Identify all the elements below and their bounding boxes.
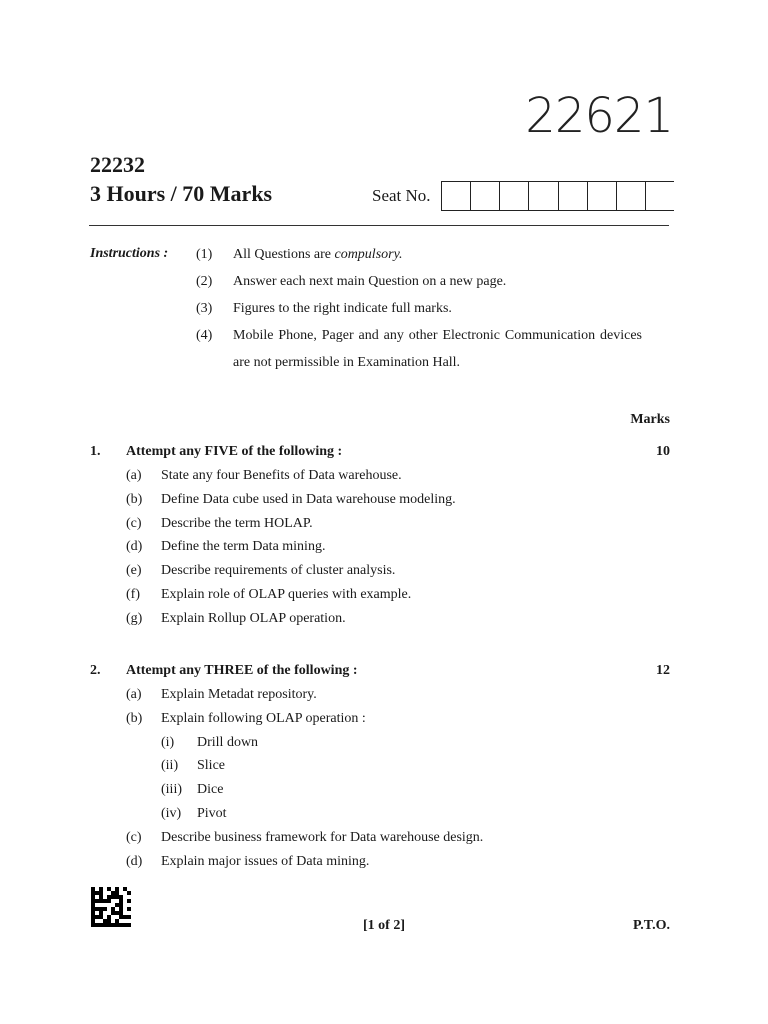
sub-sub-question: [90, 758, 670, 782]
paper-code: 22621: [525, 88, 673, 144]
sub-question-label: (c): [126, 515, 142, 531]
seat-box[interactable]: [646, 182, 674, 210]
instruction-text: All Questions are compulsory.: [233, 247, 403, 262]
question-header: [90, 444, 670, 468]
seat-box[interactable]: [617, 182, 646, 210]
sub-sub-question-text: Pivot: [197, 805, 227, 821]
pto-label: P.T.O.: [633, 918, 670, 933]
sub-sub-question-label: (i): [161, 734, 175, 750]
sub-question-label: (c): [126, 829, 142, 845]
instructions-list: [196, 246, 642, 376]
question-number: 1.: [90, 444, 101, 459]
sub-question: [90, 854, 670, 878]
seat-number-boxes[interactable]: [441, 181, 674, 211]
instruction-number: (4): [196, 328, 213, 343]
question-number: 2.: [90, 663, 101, 678]
sub-question: [90, 611, 670, 635]
sub-question: [90, 830, 670, 854]
sub-sub-question-label: (ii): [161, 758, 179, 774]
sub-sub-question: [90, 735, 670, 759]
instructions-label: Instructions :: [90, 246, 169, 261]
sub-sub-question-text: Slice: [197, 758, 225, 774]
page-number: [1 of 2]: [363, 918, 405, 933]
sub-question: [90, 563, 670, 587]
seat-box[interactable]: [559, 182, 588, 210]
instruction-number: (2): [196, 274, 213, 289]
sub-question: [90, 516, 670, 540]
sub-question-label: (d): [126, 539, 143, 555]
instruction-text: Answer each next main Question on a new page.: [233, 274, 507, 289]
sub-question-label: (e): [126, 563, 142, 579]
instruction-item: [196, 322, 642, 376]
question-2: [90, 663, 670, 877]
sub-question-label: (d): [126, 853, 143, 869]
instruction-number: (3): [196, 301, 213, 316]
sub-question-text: Describe requirements of cluster analysis.: [161, 563, 396, 579]
sub-question-text: Explain role of OLAP queries with example.: [161, 586, 412, 602]
sub-sub-question-label: (iv): [161, 805, 182, 821]
question-1: [90, 444, 670, 635]
sub-sub-question: [90, 806, 670, 830]
sub-question-label: (a): [126, 687, 142, 702]
sub-sub-question-text: Dice: [197, 782, 224, 798]
sub-sub-question: [90, 782, 670, 806]
sub-question: [90, 492, 670, 516]
header-divider: [89, 225, 669, 226]
sub-sub-question-label: (iii): [161, 782, 182, 798]
seat-box[interactable]: [500, 182, 529, 210]
instruction-text: Mobile Phone, Pager and any other Electronic Communication devices are not permissible in Examination Hall.: [233, 328, 642, 370]
subject-code: 22232: [90, 152, 145, 177]
sub-question-text: Define the term Data mining.: [161, 539, 326, 555]
duration-and-marks: 3 Hours / 70 Marks: [90, 181, 273, 206]
sub-question-label: (f): [126, 586, 140, 602]
question-header: [90, 663, 670, 687]
seat-box[interactable]: [442, 182, 471, 210]
question-marks: 10: [656, 444, 670, 459]
sub-question: [90, 539, 670, 563]
instruction-text: Figures to the right indicate full marks.: [233, 301, 452, 316]
sub-question-text: Explain major issues of Data mining.: [161, 853, 370, 869]
sub-question-text: Explain Metadat repository.: [161, 687, 317, 702]
sub-question-label: (b): [126, 491, 143, 507]
sub-question: [90, 468, 670, 492]
sub-question-text: Explain following OLAP operation :: [161, 710, 366, 726]
instruction-item: [196, 246, 642, 273]
sub-question-label: (a): [126, 468, 142, 483]
instruction-emphasis: compulsory.: [334, 247, 403, 262]
sub-question-text: Explain Rollup OLAP operation.: [161, 610, 346, 626]
sub-question-text: Define Data cube used in Data warehouse modeling.: [161, 491, 456, 507]
sub-question: [90, 711, 670, 735]
sub-question-text: Describe business framework for Data warehouse design.: [161, 829, 484, 845]
instruction-item: [196, 273, 642, 300]
seat-box[interactable]: [529, 182, 558, 210]
sub-question-text: Describe the term HOLAP.: [161, 515, 313, 531]
sub-question: [90, 687, 670, 711]
question-marks: 12: [656, 663, 670, 678]
instruction-number: (1): [196, 247, 213, 262]
question-title: Attempt any THREE of the following :: [126, 663, 358, 678]
sub-question-text: State any four Benefits of Data warehouse.: [161, 468, 402, 483]
seat-box[interactable]: [471, 182, 500, 210]
sub-question-label: (b): [126, 710, 143, 726]
sub-question: [90, 587, 670, 611]
question-title: Attempt any FIVE of the following :: [126, 444, 343, 459]
sub-sub-question-text: Drill down: [197, 734, 259, 750]
seat-number-label: Seat No.: [372, 186, 431, 205]
seat-box[interactable]: [588, 182, 617, 210]
sub-question-label: (g): [126, 610, 143, 626]
marks-heading: Marks: [630, 412, 670, 427]
